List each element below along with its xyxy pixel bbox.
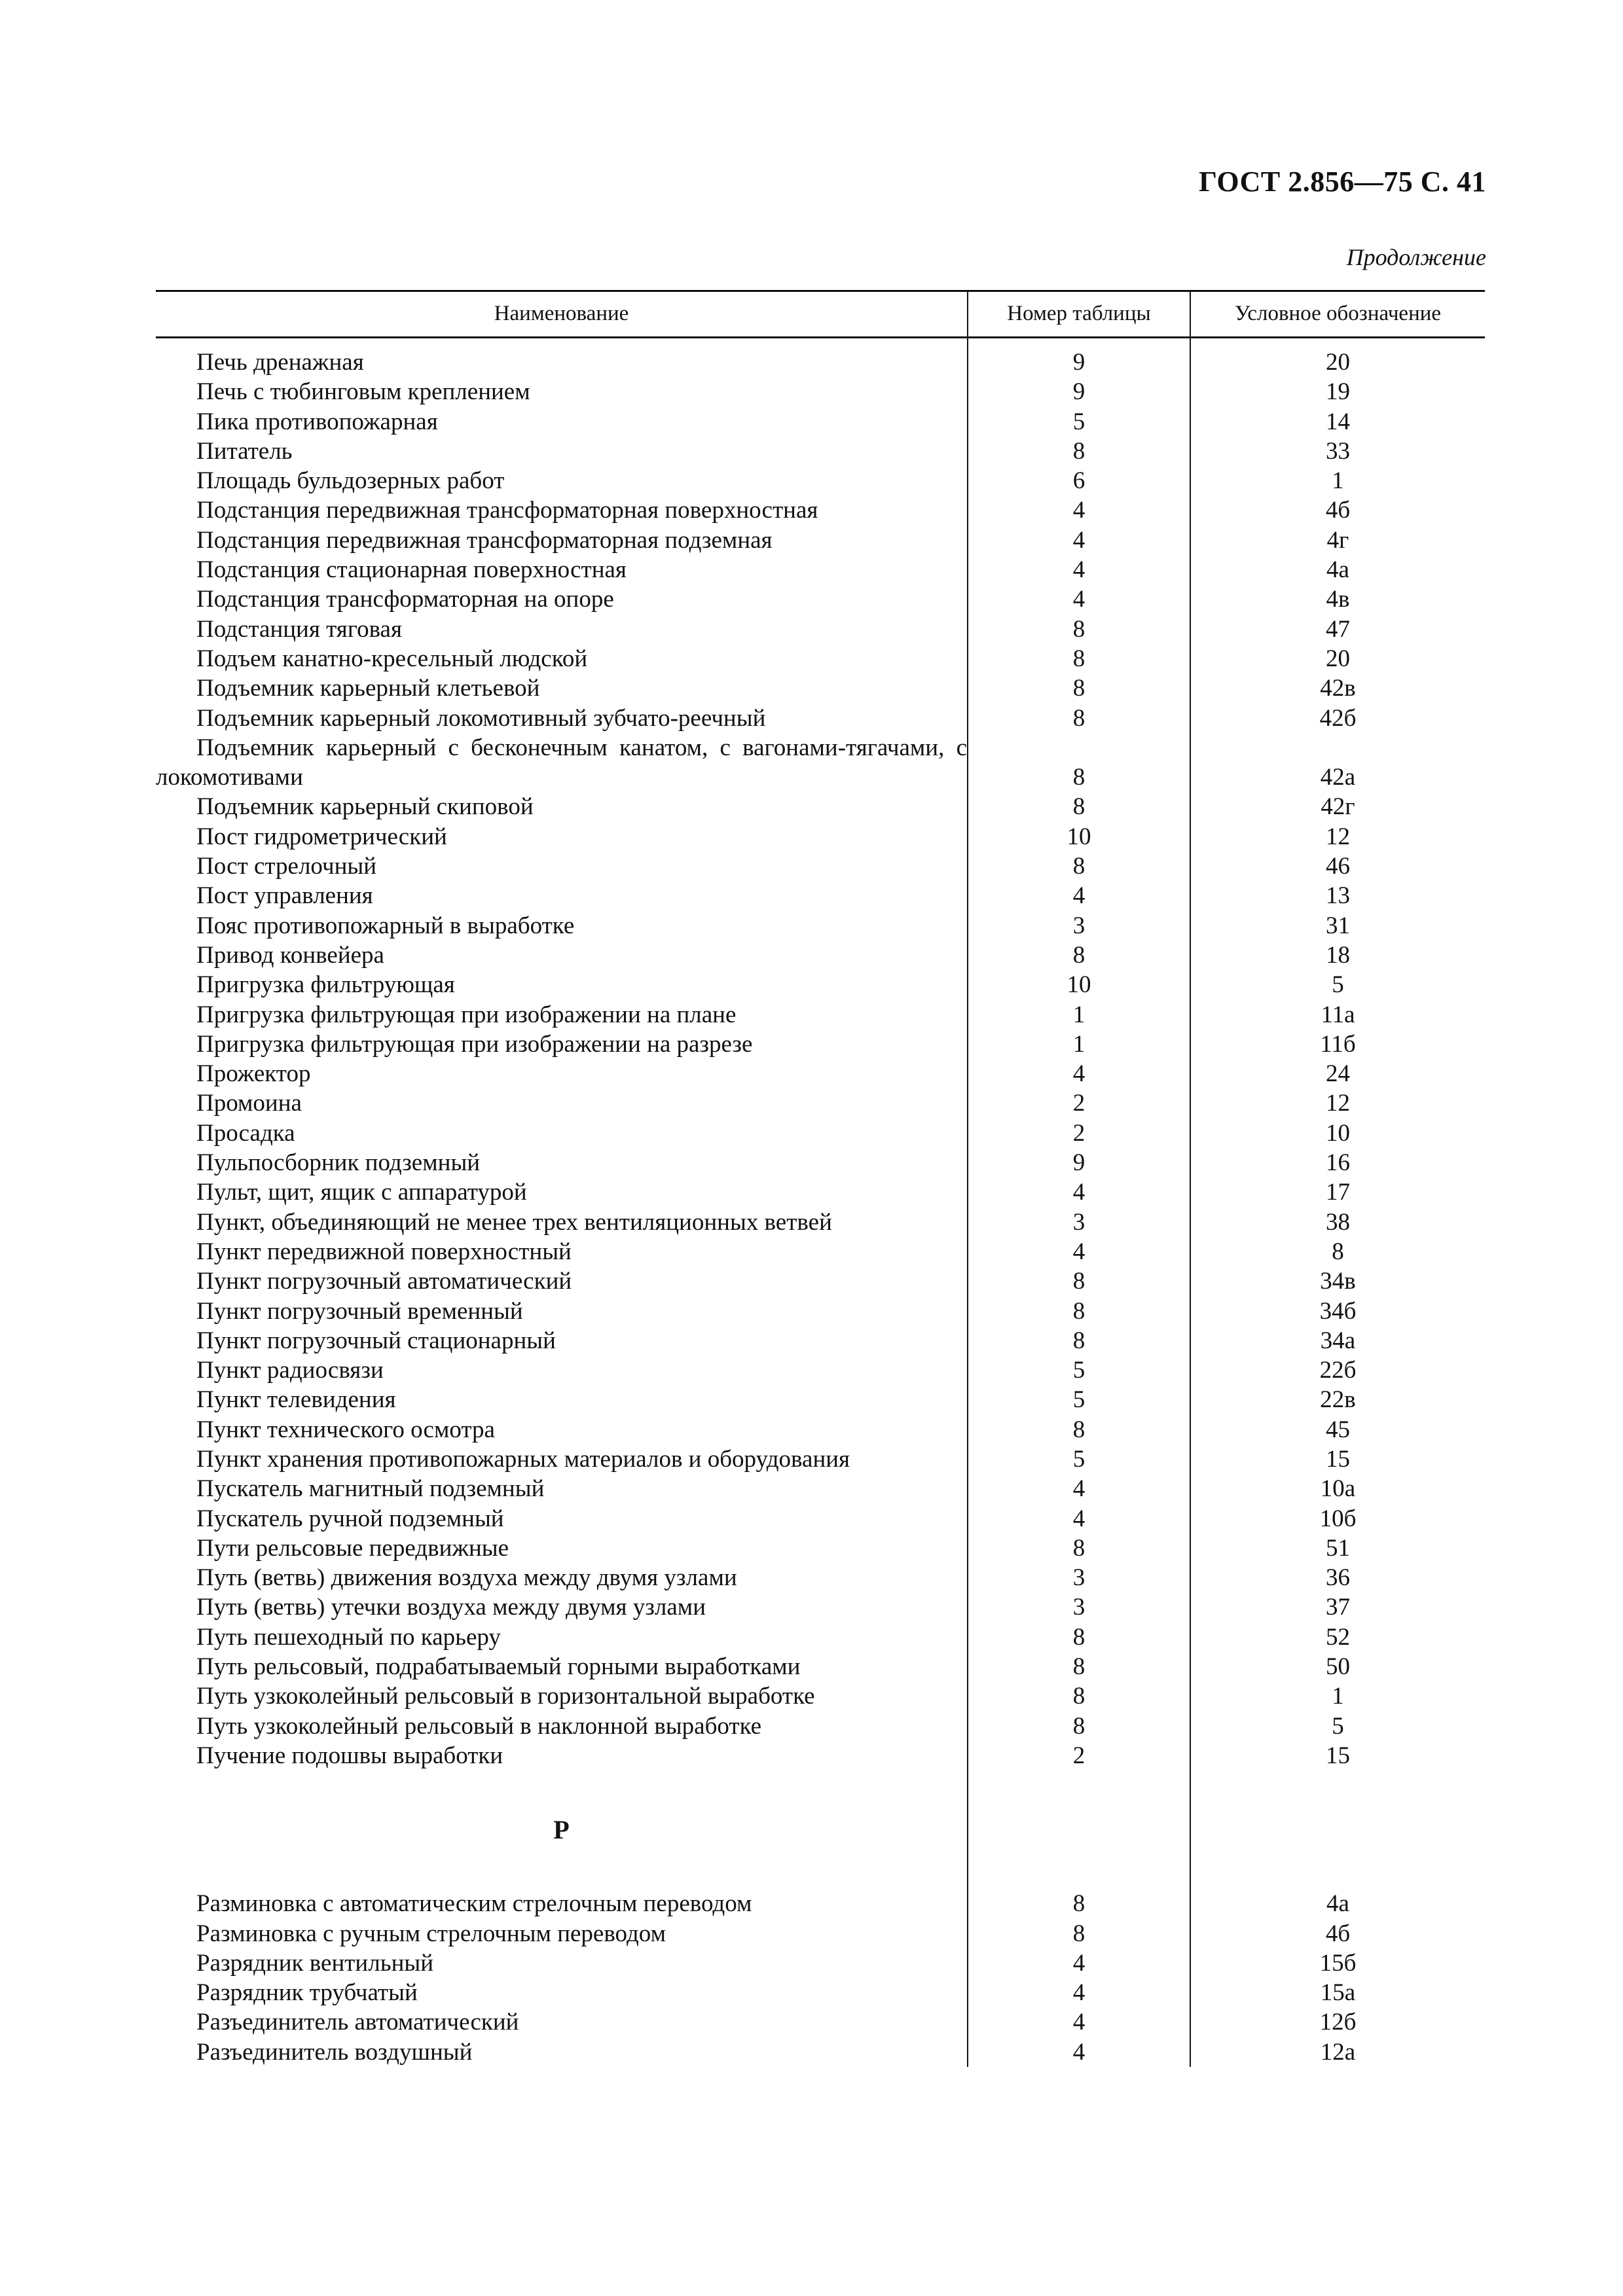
cell-name [156, 673, 968, 703]
cell-name [156, 407, 968, 437]
cell-symbol: 4а [1190, 1889, 1485, 1918]
table-row [156, 1563, 1485, 1592]
cell-table-number: 8 [968, 1415, 1190, 1444]
cell-table-number: 8 [968, 1623, 1190, 1652]
item-name: Разъединитель воздушный [196, 2038, 473, 2066]
cell-table-number: 5 [968, 1355, 1190, 1385]
cell-symbol: 10а [1190, 1474, 1485, 1503]
cell-table-number: 2 [968, 1088, 1190, 1118]
cell-table-number: 5 [968, 407, 1190, 437]
cell-table-number: 4 [968, 1177, 1190, 1207]
item-name: Привод конвейера [196, 941, 384, 969]
item-name: Пункт передвижной поверхностный [196, 1238, 572, 1265]
cell-name [156, 437, 968, 466]
cell-table-number: 5 [968, 1385, 1190, 1414]
cell-symbol: 42б [1190, 704, 1485, 733]
table-row [156, 1474, 1485, 1503]
cell-name [156, 1385, 968, 1414]
cell-table-number: 8 [968, 615, 1190, 644]
item-name: Пути рельсовые передвижные [196, 1534, 509, 1562]
item-name: Пост управления [196, 882, 373, 910]
table-row [156, 1237, 1485, 1266]
cell-name [156, 1030, 968, 1059]
cell-symbol: 51 [1190, 1534, 1485, 1563]
cell-symbol: 4г [1190, 526, 1485, 555]
item-name: Промоина [196, 1090, 302, 1117]
cell-symbol: 42а [1190, 733, 1485, 793]
cell-symbol: 42в [1190, 673, 1485, 703]
cell-table-number: 8 [968, 1712, 1190, 1741]
cell-table-number: 8 [968, 437, 1190, 466]
cell-symbol: 11а [1190, 1000, 1485, 1030]
cell-name [156, 704, 968, 733]
cell-symbol: 37 [1190, 1592, 1485, 1622]
cell-name [156, 1148, 968, 1177]
table-row [156, 1119, 1485, 1148]
table-row [156, 852, 1485, 881]
item-name: Пульт, щит, ящик с аппаратурой [196, 1179, 527, 1206]
cell-name [156, 1712, 968, 1741]
cell-symbol: 4а [1190, 555, 1485, 584]
table-row [156, 673, 1485, 703]
cell-name [156, 466, 968, 495]
table-body [156, 338, 1485, 2068]
cell-table-number: 8 [968, 704, 1190, 733]
cell-symbol: 4в [1190, 584, 1485, 614]
table-row [156, 1444, 1485, 1474]
section-letter-row [156, 1770, 1485, 1889]
table-row [156, 1000, 1485, 1030]
cell-name [156, 1088, 968, 1118]
cell-symbol: 11б [1190, 1030, 1485, 1059]
cell-table-number: 4 [968, 555, 1190, 584]
table-row [156, 1948, 1485, 1978]
table-row [156, 1148, 1485, 1177]
item-name: Пункт погрузочный временный [196, 1297, 523, 1325]
column-header-name: Наименование [156, 291, 968, 338]
cell-table-number: 5 [968, 1444, 1190, 1474]
table-row [156, 1889, 1485, 1918]
cell-symbol: 46 [1190, 852, 1485, 881]
cell-table-number: 8 [968, 733, 1190, 793]
cell-name [156, 1415, 968, 1444]
table-row [156, 644, 1485, 673]
cell-symbol: 15 [1190, 1741, 1485, 1770]
table-row [156, 526, 1485, 555]
cell-table-number: 8 [968, 1889, 1190, 1918]
cell-table-number: 4 [968, 1474, 1190, 1503]
cell-name [156, 1000, 968, 1030]
table-row [156, 1297, 1485, 1326]
cell-symbol: 12 [1190, 1088, 1485, 1118]
cell-name [156, 1563, 968, 1592]
cell-table-number: 1 [968, 1030, 1190, 1059]
cell-symbol: 4б [1190, 495, 1485, 525]
cell-table-number: 3 [968, 911, 1190, 941]
cell-symbol: 5 [1190, 970, 1485, 999]
item-name: Пригрузка фильтрующая при изображении на плане [196, 1001, 737, 1028]
item-name: Печь дренажная [196, 349, 364, 376]
cell-table-number: 2 [968, 1119, 1190, 1148]
cell-table-number: 8 [968, 1681, 1190, 1711]
item-name: Разъединитель автоматический [196, 2009, 519, 2036]
cell-name [156, 2007, 968, 2037]
cell-table-number: 10 [968, 822, 1190, 852]
cell-symbol: 8 [1190, 1237, 1485, 1266]
cell-table-number: 6 [968, 466, 1190, 495]
cell-symbol: 19 [1190, 377, 1485, 406]
item-name: Пригрузка фильтрующая [196, 971, 455, 999]
cell-name [156, 1326, 968, 1355]
item-name: Прожектор [196, 1060, 311, 1088]
cell-symbol: 12б [1190, 2007, 1485, 2037]
item-name: Путь рельсовый, подрабатываемый горными выработками [196, 1653, 801, 1681]
cell-table-number: 4 [968, 1948, 1190, 1978]
table-row [156, 1741, 1485, 1770]
cell-symbol: 16 [1190, 1148, 1485, 1177]
cell-symbol: 34а [1190, 1326, 1485, 1355]
table-row [156, 1534, 1485, 1563]
cell-symbol: 12 [1190, 822, 1485, 852]
table-row [156, 1919, 1485, 1948]
item-name: Пост стрелочный [196, 853, 377, 880]
item-name: Пункт погрузочный стационарный [196, 1327, 556, 1354]
item-name: Пункт, объединяющий не менее трех вентиляционных ветвей [196, 1208, 832, 1236]
item-name: Просадка [196, 1119, 295, 1147]
table-row [156, 407, 1485, 437]
item-name: Пучение подошвы выработки [196, 1742, 503, 1769]
cell-name [156, 1266, 968, 1296]
cell-name [156, 1059, 968, 1088]
table-row [156, 1652, 1485, 1681]
item-name: Пояс противопожарный в выработке [196, 912, 575, 939]
symbol-index-table [156, 290, 1485, 2067]
item-name: Путь узкоколейный рельсовый в горизонтальной выработке [196, 1683, 815, 1710]
cell-symbol: 12а [1190, 2037, 1485, 2067]
cell-symbol: 10б [1190, 1504, 1485, 1534]
cell-table-number: 2 [968, 1741, 1190, 1770]
cell-name [156, 644, 968, 673]
table-row [156, 1266, 1485, 1296]
cell-symbol: 18 [1190, 941, 1485, 970]
item-name: Пост гидрометрический [196, 823, 447, 850]
cell-symbol: 20 [1190, 644, 1485, 673]
cell-table-number: 9 [968, 1148, 1190, 1177]
cell-symbol: 22б [1190, 1355, 1485, 1385]
cell-name [156, 526, 968, 555]
cell-table-number: 4 [968, 495, 1190, 525]
cell-table-number: 1 [968, 1000, 1190, 1030]
cell-symbol: 15 [1190, 1444, 1485, 1474]
cell-name [156, 792, 968, 821]
table-row [156, 1326, 1485, 1355]
item-name: Путь (ветвь) утечки воздуха между двумя узлами [196, 1594, 706, 1621]
table-row [156, 1504, 1485, 1534]
cell-table-number: 4 [968, 1504, 1190, 1534]
cell-table-number: 4 [968, 1059, 1190, 1088]
cell-symbol: 15б [1190, 1948, 1485, 1978]
cell-symbol: 38 [1190, 1208, 1485, 1237]
cell-name [156, 1297, 968, 1326]
table-row [156, 584, 1485, 614]
cell-name [156, 1504, 968, 1534]
item-name: Путь (ветвь) движения воздуха между двумя узлами [196, 1564, 737, 1592]
item-name: Площадь бульдозерных работ [196, 467, 505, 495]
cell-table-number: 8 [968, 1652, 1190, 1681]
table-row [156, 495, 1485, 525]
table-row [156, 555, 1485, 584]
cell-name [156, 911, 968, 941]
item-name: Пункт радиосвязи [196, 1357, 384, 1384]
cell-name [156, 1919, 968, 1948]
cell-table-number: 8 [968, 644, 1190, 673]
cell-symbol: 20 [1190, 338, 1485, 378]
item-name: Пускатель ручной подземный [196, 1505, 504, 1532]
item-name: Пункт технического осмотра [196, 1416, 495, 1443]
table-header-row [156, 291, 1485, 338]
cell-name [156, 615, 968, 644]
cell-name [156, 1592, 968, 1622]
cell-name [156, 2037, 968, 2067]
cell-name [156, 941, 968, 970]
cell-name [156, 1681, 968, 1711]
item-name: Разминовка с ручным стрелочным переводом [196, 1920, 666, 1947]
cell-table-number: 9 [968, 338, 1190, 378]
table-row [156, 615, 1485, 644]
cell-name [156, 1237, 968, 1266]
cell-name [156, 1889, 968, 1918]
table-row [156, 437, 1485, 466]
cell-table-number: 8 [968, 1266, 1190, 1296]
table-row [156, 377, 1485, 406]
cell-symbol: 4б [1190, 1919, 1485, 1948]
cell-table-number: 8 [968, 673, 1190, 703]
item-name: Подстанция стационарная поверхностная [196, 556, 627, 584]
cell-name [156, 881, 968, 910]
table-row [156, 1385, 1485, 1414]
cell-table-number: 4 [968, 2007, 1190, 2037]
table-row [156, 2007, 1485, 2037]
cell-name [156, 1534, 968, 1563]
cell-table-number: 8 [968, 1297, 1190, 1326]
item-name: Пика противопожарная [196, 408, 438, 435]
table-row [156, 1088, 1485, 1118]
table-row [156, 1415, 1485, 1444]
cell-name [156, 1623, 968, 1652]
item-name: Подъем канатно-кресельный людской [196, 645, 588, 672]
item-name: Пункт погрузочный автоматический [196, 1268, 572, 1295]
cell-name [156, 377, 968, 406]
table-row [156, 704, 1485, 733]
cell-name [156, 1741, 968, 1770]
cell-symbol: 10 [1190, 1119, 1485, 1148]
cell-symbol: 5 [1190, 1712, 1485, 1741]
table-row [156, 1059, 1485, 1088]
cell-symbol: 22в [1190, 1385, 1485, 1414]
table-row [156, 911, 1485, 941]
cell-symbol: 36 [1190, 1563, 1485, 1592]
item-name: Пункт телевидения [196, 1386, 396, 1414]
section-letter: Р [553, 1815, 570, 1845]
column-header-table-number: Номер таблицы [968, 291, 1190, 338]
cell-table-number: 4 [968, 526, 1190, 555]
cell-empty [1190, 1770, 1485, 1889]
item-name: Разрядник вентильный [196, 1949, 434, 1977]
table-row [156, 466, 1485, 495]
cell-name [156, 1119, 968, 1148]
cell-name [156, 1978, 968, 2007]
cell-table-number: 8 [968, 1326, 1190, 1355]
item-name: Пульпосборник подземный [196, 1149, 481, 1177]
table-row [156, 1623, 1485, 1652]
cell-name [156, 1652, 968, 1681]
cell-symbol: 47 [1190, 615, 1485, 644]
cell-name [156, 1444, 968, 1474]
cell-table-number: 3 [968, 1563, 1190, 1592]
item-name: Пригрузка фильтрующая при изображении на разрезе [196, 1030, 753, 1058]
table-row [156, 941, 1485, 970]
cell-symbol: 1 [1190, 466, 1485, 495]
item-name: Разминовка с автоматическим стрелочным переводом [196, 1890, 752, 1918]
cell-name [156, 584, 968, 614]
item-name: Подстанция тяговая [196, 615, 402, 643]
cell-symbol: 34в [1190, 1266, 1485, 1296]
cell-name [156, 1474, 968, 1503]
cell-symbol: 1 [1190, 1681, 1485, 1711]
cell-symbol: 13 [1190, 881, 1485, 910]
table-row [156, 338, 1485, 378]
table-row [156, 1030, 1485, 1059]
cell-table-number: 4 [968, 881, 1190, 910]
cell-name [156, 733, 968, 793]
cell-empty [968, 1770, 1190, 1889]
cell-table-number: 4 [968, 1978, 1190, 2007]
page-header: ГОСТ 2.856—75 С. 41 [1198, 166, 1486, 198]
cell-table-number: 4 [968, 1237, 1190, 1266]
column-header-symbol: Условное обозначение [1190, 291, 1485, 338]
cell-symbol: 50 [1190, 1652, 1485, 1681]
item-name: Пункт хранения противопожарных материалов и оборудования [196, 1445, 850, 1473]
item-name: Подъемник карьерный скиповой [196, 793, 534, 821]
cell-table-number: 4 [968, 584, 1190, 614]
cell-name [156, 555, 968, 584]
cell-table-number: 8 [968, 941, 1190, 970]
cell-table-number: 3 [968, 1592, 1190, 1622]
continuation-label: Продолжение [1346, 244, 1486, 270]
table-row [156, 1355, 1485, 1385]
cell-name [156, 338, 968, 378]
table-row [156, 1712, 1485, 1741]
cell-symbol: 52 [1190, 1623, 1485, 1652]
cell-table-number: 3 [968, 1208, 1190, 1237]
cell-symbol: 42г [1190, 792, 1485, 821]
cell-table-number: 9 [968, 377, 1190, 406]
cell-symbol: 34б [1190, 1297, 1485, 1326]
table-row [156, 1208, 1485, 1237]
item-name: Пускатель магнитный подземный [196, 1475, 545, 1503]
cell-symbol: 14 [1190, 407, 1485, 437]
cell-name [156, 970, 968, 999]
table-row [156, 733, 1485, 793]
table-row [156, 1681, 1485, 1711]
table-row [156, 970, 1485, 999]
cell-name [156, 822, 968, 852]
cell-name [156, 1355, 968, 1385]
item-name: Путь пешеходный по карьеру [196, 1623, 501, 1651]
item-name: Путь узкоколейный рельсовый в наклонной выработке [196, 1712, 762, 1740]
table-row [156, 822, 1485, 852]
cell-table-number: 4 [968, 2037, 1190, 2067]
item-name: Питатель [196, 437, 293, 465]
cell-table-number: 8 [968, 852, 1190, 881]
table-row [156, 1978, 1485, 2007]
item-name: Подъемник карьерный локомотивный зубчато-реечный [196, 704, 766, 732]
cell-symbol: 24 [1190, 1059, 1485, 1088]
table-row [156, 792, 1485, 821]
item-name: Подъемник карьерный с бесконечным канатом, с вагонами-тягачами, с локомотивами [156, 734, 967, 791]
table-row [156, 1177, 1485, 1207]
cell-symbol: 15а [1190, 1978, 1485, 2007]
cell-table-number: 8 [968, 1534, 1190, 1563]
cell-table-number: 10 [968, 970, 1190, 999]
cell-symbol: 17 [1190, 1177, 1485, 1207]
item-name: Подстанция передвижная трансформаторная подземная [196, 526, 773, 554]
item-name: Разрядник трубчатый [196, 1979, 418, 2007]
item-name: Печь с тюбинговым креплением [196, 378, 530, 406]
cell-table-number: 8 [968, 1919, 1190, 1948]
cell-symbol: 45 [1190, 1415, 1485, 1444]
table-row [156, 1592, 1485, 1622]
table-row [156, 881, 1485, 910]
item-name: Подъемник карьерный клетьевой [196, 675, 540, 702]
cell-symbol: 31 [1190, 911, 1485, 941]
item-name: Подстанция трансформаторная на опоре [196, 586, 614, 613]
cell-name [156, 1177, 968, 1207]
cell-table-number: 8 [968, 792, 1190, 821]
item-name: Подстанция передвижная трансформаторная поверхностная [196, 497, 818, 524]
cell-name [156, 1208, 968, 1237]
cell-name [156, 495, 968, 525]
cell-name [156, 1948, 968, 1978]
cell-symbol: 33 [1190, 437, 1485, 466]
table-row [156, 2037, 1485, 2067]
cell-section-letter [156, 1770, 968, 1889]
cell-name [156, 852, 968, 881]
